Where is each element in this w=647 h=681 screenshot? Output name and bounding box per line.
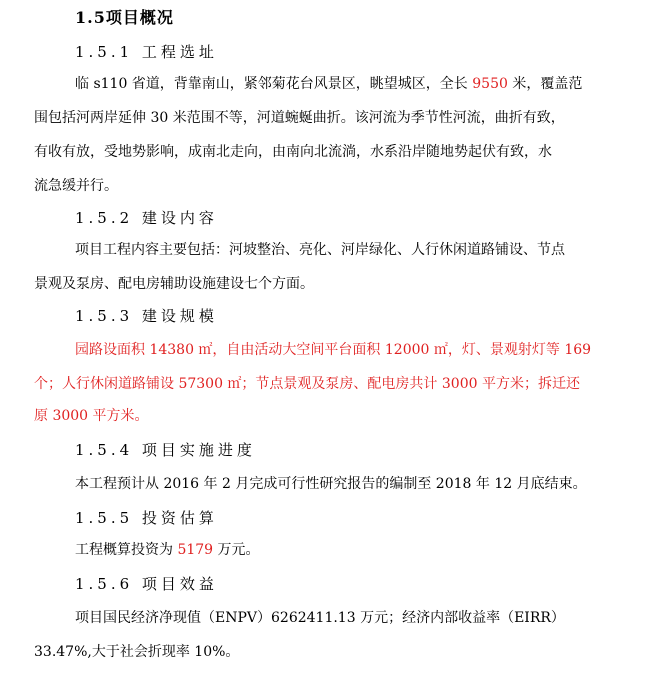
section-title: 1.5项目概况 bbox=[75, 8, 174, 27]
scale-paragraph-line-2: 个；人行休闲道路铺设 57300 ㎡；节点景观及泵房、配电房共计 3000 平方米；拆迁还 bbox=[34, 376, 580, 392]
scale-paragraph-line-3: 原 3000 平方米。 bbox=[34, 408, 149, 424]
site-length-value: 9550 bbox=[472, 76, 508, 92]
subsection-title-site: 1.5.1 工程选址 bbox=[75, 43, 218, 61]
investment-text-b: 万元。 bbox=[213, 542, 260, 558]
benefit-paragraph-line-1: 项目国民经济净现值（ENPV）6262411.13 万元；经济内部收益率（EIRR） bbox=[75, 610, 565, 626]
content-paragraph-line-1: 项目工程内容主要包括：河坡整治、亮化、河岸绿化、人行休闲道路铺设、节点 bbox=[75, 242, 565, 258]
site-text-b: 米，覆盖范 bbox=[507, 76, 583, 92]
subsection-title-benefit: 1.5.6 项目效益 bbox=[75, 575, 218, 593]
site-paragraph-line-3: 有收有放，受地势影响，成南北走向，由南向北流淌，水系沿岸随地势起伏有致，水 bbox=[34, 144, 552, 160]
investment-paragraph bbox=[75, 540, 260, 560]
subsection-title-investment: 1.5.5 投资估算 bbox=[75, 509, 218, 527]
site-text-a: 临 s110 省道，背靠南山，紧邻菊花台风景区，眺望城区，全长 bbox=[75, 76, 473, 92]
schedule-paragraph: 本工程预计从 2016 年 2 月完成可行性研究报告的编制至 2018 年 12 月底结束。 bbox=[75, 476, 587, 492]
subsection-title-content: 1.5.2 建设内容 bbox=[75, 209, 218, 227]
subsection-title-schedule: 1.5.4 项目实施进度 bbox=[75, 441, 256, 459]
content-paragraph-line-2: 景观及泵房、配电房辅助设施建设七个方面。 bbox=[34, 276, 314, 292]
site-paragraph-line-2: 围包括河两岸延伸 30 米范围不等，河道蜿蜒曲折。该河流为季节性河流，曲折有致， bbox=[34, 110, 565, 126]
investment-amount-value: 5179 bbox=[177, 542, 214, 558]
benefit-paragraph-line-2: 33.47%,大于社会折现率 10%。 bbox=[34, 644, 240, 660]
investment-text-a: 工程概算投资为 bbox=[75, 542, 178, 558]
scale-paragraph-line-1: 园路设面积 14380 ㎡，自由活动大空间平台面积 12000 ㎡，灯、景观射灯等 169 bbox=[75, 342, 592, 358]
site-paragraph-line-1 bbox=[75, 74, 582, 94]
site-paragraph-line-4: 流急缓并行。 bbox=[34, 178, 118, 194]
subsection-title-scale: 1.5.3 建设规模 bbox=[75, 307, 218, 325]
